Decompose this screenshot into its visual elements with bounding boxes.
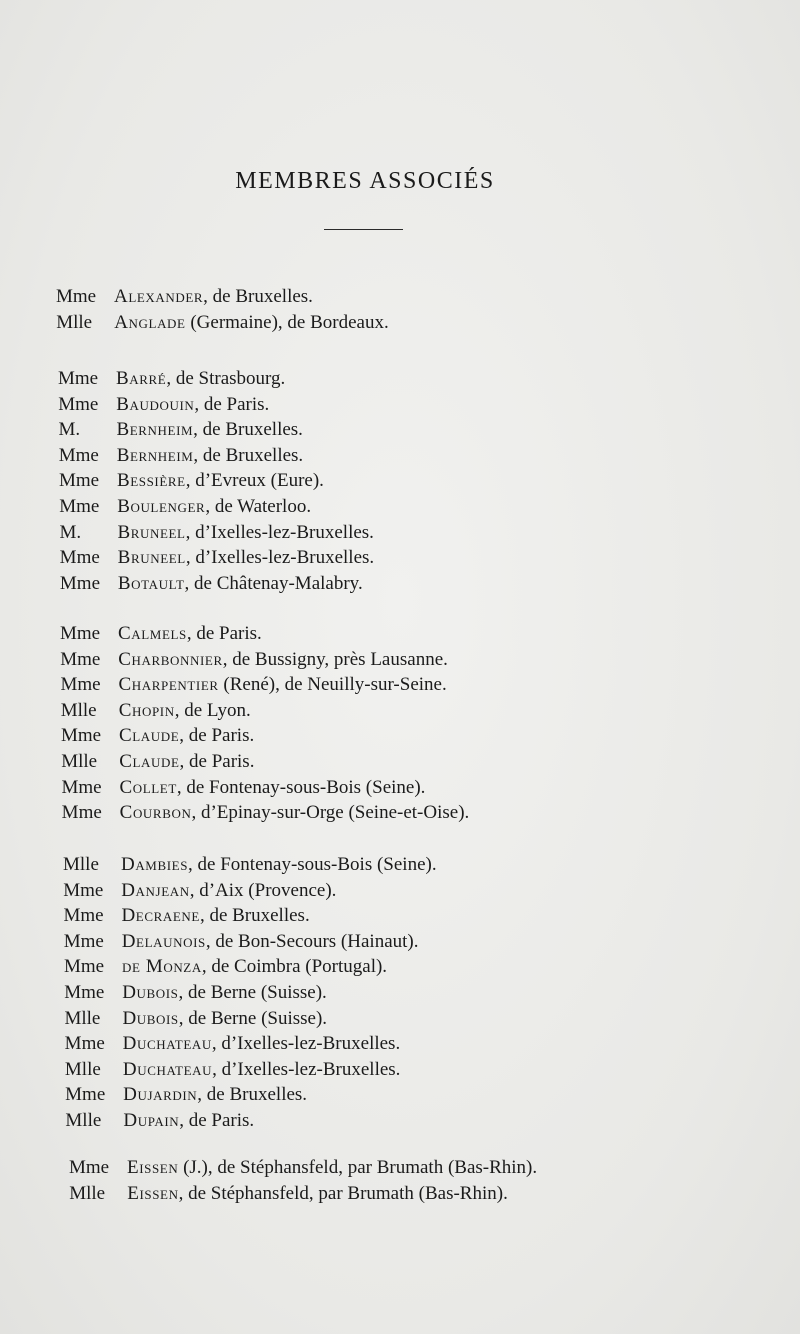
member-entry bbox=[0, 310, 800, 336]
member-surname: Delaunois bbox=[121, 930, 206, 952]
member-title: Mme bbox=[61, 776, 102, 798]
member-entry bbox=[0, 571, 800, 597]
member-entry bbox=[0, 494, 800, 520]
member-entry bbox=[0, 647, 800, 673]
member-name bbox=[122, 1006, 327, 1032]
member-surname: Charpentier bbox=[118, 674, 219, 696]
group-c bbox=[0, 621, 800, 826]
member-location: , de Bruxelles. bbox=[203, 286, 313, 307]
member-entry bbox=[0, 749, 800, 775]
member-name bbox=[121, 878, 336, 904]
member-location: (Germaine), de Bordeaux. bbox=[185, 311, 389, 333]
group-b bbox=[0, 366, 800, 596]
member-title: Mlle bbox=[69, 1182, 106, 1204]
member-entry bbox=[0, 520, 800, 546]
member-title: Mme bbox=[65, 1084, 106, 1106]
member-location: , de Berne (Suisse). bbox=[178, 1007, 328, 1029]
member-title: Mlle bbox=[63, 854, 99, 875]
member-title: Mme bbox=[63, 956, 105, 978]
member-location: , de Bruxelles. bbox=[199, 905, 310, 927]
member-surname: Calmels bbox=[118, 623, 187, 644]
member-surname: Charbonnier bbox=[118, 648, 223, 670]
member-location: , de Paris. bbox=[179, 750, 255, 772]
member-surname: Duchateau bbox=[122, 1033, 212, 1055]
member-location: , de Paris. bbox=[194, 393, 270, 415]
member-name bbox=[118, 545, 375, 571]
member-surname: Bernheim bbox=[116, 419, 194, 441]
member-entry bbox=[0, 775, 800, 801]
member-title: Mme bbox=[60, 623, 101, 644]
member-location: , de Stéphansfeld, par Brumath (Bas-Rhin). bbox=[178, 1182, 508, 1204]
member-title: Mme bbox=[58, 368, 99, 389]
member-surname: Alexander bbox=[114, 286, 204, 307]
member-location: , d’Ixelles-lez-Bruxelles. bbox=[211, 1033, 401, 1055]
member-title: Mme bbox=[64, 1033, 105, 1055]
member-location: , de Lyon. bbox=[174, 699, 251, 721]
member-location: , d’Epinay-sur-Orge (Seine-et-Oise). bbox=[191, 802, 470, 824]
member-location: , de Coimbra (Portugal). bbox=[201, 956, 388, 978]
member-name bbox=[123, 1082, 307, 1108]
member-title: Mlle bbox=[60, 699, 97, 721]
member-name bbox=[121, 852, 437, 878]
member-name bbox=[118, 621, 262, 647]
member-title: Mme bbox=[60, 648, 101, 670]
member-entry bbox=[0, 1082, 800, 1108]
member-entry bbox=[0, 954, 800, 980]
member-surname: de Monza bbox=[121, 956, 202, 978]
member-location: , de Bussigny, près Lausanne. bbox=[222, 648, 448, 670]
member-entry bbox=[0, 1031, 800, 1057]
member-entry bbox=[0, 1057, 800, 1083]
member-name bbox=[118, 672, 446, 698]
member-surname: Claude bbox=[119, 750, 180, 772]
member-name bbox=[122, 929, 419, 955]
member-location: , de Paris. bbox=[179, 725, 255, 747]
member-title: Mme bbox=[58, 393, 99, 415]
member-surname: Barré bbox=[116, 368, 167, 389]
member-title: M. bbox=[58, 419, 81, 441]
member-surname: Bessière bbox=[116, 470, 186, 492]
member-surname: Chopin bbox=[118, 699, 175, 721]
page-title: MEMBRES ASSOCIÉS bbox=[235, 168, 495, 194]
member-location: , de Paris. bbox=[186, 623, 262, 644]
member-name bbox=[121, 903, 309, 929]
member-name bbox=[123, 1057, 401, 1083]
member-location: , d’Ixelles-lez-Bruxelles. bbox=[212, 1058, 401, 1080]
member-entry bbox=[0, 800, 800, 826]
group-e bbox=[0, 1155, 800, 1206]
member-name bbox=[114, 284, 313, 310]
member-name bbox=[127, 1155, 537, 1181]
member-name bbox=[119, 775, 425, 801]
member-entry bbox=[0, 392, 800, 418]
member-entry bbox=[0, 698, 800, 724]
member-title: Mme bbox=[58, 470, 100, 492]
member-surname: Duchateau bbox=[122, 1058, 213, 1080]
member-entry bbox=[0, 1155, 800, 1181]
member-surname: Bernheim bbox=[116, 444, 194, 466]
member-name bbox=[114, 310, 388, 336]
member-location: , de Waterloo. bbox=[205, 495, 312, 517]
member-name bbox=[116, 417, 302, 443]
member-title: Mme bbox=[69, 1157, 110, 1178]
member-location: , de Bon-Secours (Hainaut). bbox=[205, 930, 419, 952]
member-title: Mme bbox=[64, 981, 105, 1003]
member-name bbox=[118, 571, 363, 597]
member-name bbox=[117, 494, 311, 520]
member-surname: Dubois bbox=[122, 981, 179, 1003]
member-title: Mme bbox=[63, 905, 104, 927]
member-entry bbox=[0, 980, 800, 1006]
member-location: , de Châtenay-Malabry. bbox=[184, 572, 363, 594]
member-location: , de Paris. bbox=[179, 1109, 255, 1131]
member-entry bbox=[0, 468, 800, 494]
member-location: , de Berne (Suisse). bbox=[178, 981, 327, 1003]
member-title: Mme bbox=[63, 930, 104, 952]
member-entry bbox=[0, 903, 800, 929]
member-location: , de Bruxelles. bbox=[193, 444, 304, 466]
member-surname: Anglade bbox=[114, 311, 186, 333]
member-location: (René), de Neuilly-sur-Seine. bbox=[218, 674, 447, 696]
member-location: , de Fontenay-sous-Bois (Seine). bbox=[188, 854, 437, 875]
title-rule bbox=[324, 229, 403, 230]
member-entry bbox=[0, 366, 800, 392]
member-name bbox=[119, 698, 251, 724]
member-title: M. bbox=[59, 521, 82, 543]
member-title: Mlle bbox=[56, 311, 93, 333]
member-location: , de Fontenay-sous-Bois (Seine). bbox=[176, 776, 426, 798]
member-entry bbox=[0, 443, 800, 469]
member-surname: Dubois bbox=[122, 1007, 179, 1029]
member-name bbox=[122, 954, 387, 980]
member-title: Mlle bbox=[65, 1109, 102, 1131]
member-surname: Courbon bbox=[119, 802, 192, 824]
group-a bbox=[0, 284, 800, 335]
member-title: Mlle bbox=[64, 1007, 101, 1029]
member-title: Mme bbox=[63, 879, 104, 901]
member-entry bbox=[0, 1006, 800, 1032]
member-name bbox=[123, 1108, 254, 1134]
member-title: Mlle bbox=[61, 750, 98, 772]
member-name bbox=[122, 980, 327, 1006]
member-location: , de Bruxelles. bbox=[193, 419, 303, 441]
member-title: Mme bbox=[59, 547, 100, 569]
member-entry bbox=[0, 1108, 800, 1134]
member-entry bbox=[0, 852, 800, 878]
member-entry bbox=[0, 417, 800, 443]
member-location: , de Strasbourg. bbox=[166, 368, 286, 389]
member-location: (J.), de Stéphansfeld, par Brumath (Bas-Rhin). bbox=[178, 1157, 538, 1178]
member-name bbox=[116, 392, 269, 418]
member-name bbox=[119, 723, 254, 749]
member-name bbox=[117, 520, 374, 546]
member-name bbox=[120, 800, 470, 826]
member-title: Mme bbox=[59, 495, 100, 517]
member-title: Mme bbox=[60, 725, 102, 747]
member-entry bbox=[0, 545, 800, 571]
member-name bbox=[117, 443, 303, 469]
member-name bbox=[116, 366, 285, 392]
member-location: , d’Ixelles-lez-Bruxelles. bbox=[185, 547, 375, 569]
member-entry bbox=[0, 1181, 800, 1207]
member-name bbox=[123, 1031, 401, 1057]
member-surname: Bruneel bbox=[117, 521, 186, 543]
member-surname: Decraene bbox=[121, 905, 200, 927]
member-name bbox=[119, 749, 254, 775]
member-title: Mme bbox=[59, 572, 101, 594]
member-surname: Eissen bbox=[127, 1157, 179, 1178]
member-title: Mlle bbox=[64, 1058, 101, 1080]
member-surname: Baudouin bbox=[116, 393, 195, 415]
member-location: , d’Evreux (Eure). bbox=[185, 470, 324, 492]
group-d bbox=[0, 852, 800, 1134]
member-entry bbox=[0, 672, 800, 698]
member-name bbox=[117, 468, 324, 494]
member-entry bbox=[0, 723, 800, 749]
member-surname: Claude bbox=[118, 725, 180, 747]
member-location: , de Bruxelles. bbox=[197, 1084, 308, 1106]
member-title: Mme bbox=[58, 444, 99, 466]
member-surname: Eissen bbox=[127, 1182, 179, 1204]
member-name bbox=[127, 1181, 508, 1207]
member-title: Mme bbox=[60, 674, 101, 696]
member-location: , d’Aix (Provence). bbox=[189, 879, 337, 901]
member-surname: Boulenger bbox=[117, 495, 206, 517]
member-entry bbox=[0, 929, 800, 955]
member-surname: Dujardin bbox=[123, 1084, 198, 1106]
member-title: Mme bbox=[56, 286, 97, 307]
member-title: Mme bbox=[61, 802, 102, 824]
member-surname: Dupain bbox=[123, 1109, 180, 1131]
member-surname: Danjean bbox=[121, 879, 190, 901]
member-location: , d’Ixelles-lez-Bruxelles. bbox=[185, 521, 374, 543]
member-entry bbox=[0, 621, 800, 647]
member-surname: Botault bbox=[117, 572, 185, 594]
member-name bbox=[118, 647, 448, 673]
member-surname: Collet bbox=[119, 776, 177, 798]
member-surname: Bruneel bbox=[117, 547, 186, 569]
member-surname: Dambies bbox=[121, 854, 189, 875]
member-entry bbox=[0, 878, 800, 904]
member-entry bbox=[0, 284, 800, 310]
